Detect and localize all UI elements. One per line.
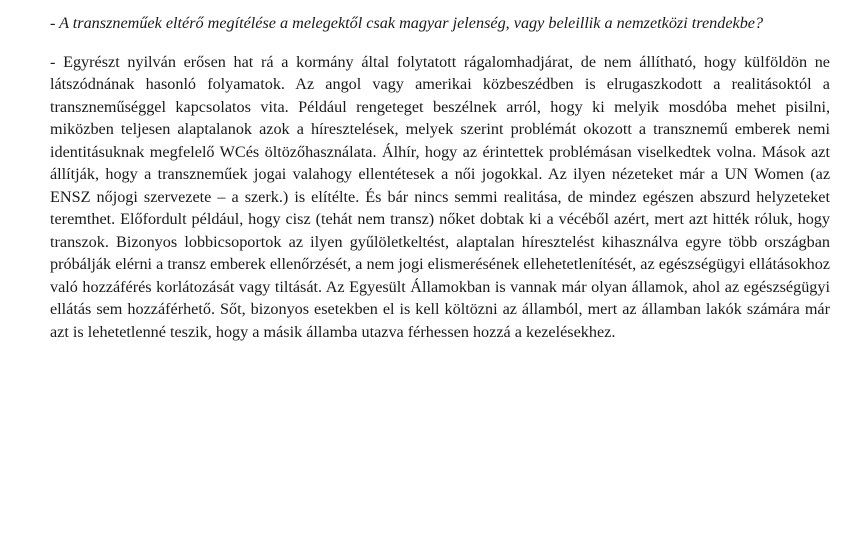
interview-question: - A transzneműek eltérő megítélése a melegektől csak magyar jelenség, vagy beleillik a nemzetközi trendekbe?: [50, 14, 764, 32]
interview-answer: - Egyrészt nyilván erősen hat rá a kormány által folytatott rágalomhadjárat, de nem állítható, hogy külföldön ne látszódnának hasonló folyamatok. Az angol vagy amerikai közbeszédben is elrugaszkodott a realitásoktól a transzneműséggel kapcsolatos vita. Például rengeteget beszélnek arról, hogy ki melyik mosdóba mehet pisilni, miközben teljesen alaptalanok azok a híresztelések, melyek szerint problémát okozott a transznemű emberek nemi identitásuknak megfelelő WCés öltözőhasználata. Álhír, hogy az érintettek problémásan viselkedtek volna. Mások azt állítják, hogy a transzneműek jogai valahogy ellentétesek a női jogokkal. Az ilyen nézeteket már a UN Women (az ENSZ nőjogi szervezete – a szerk.) is elítélte. És bár nincs semmi realitása, de mindez egészen abszurd helyzeteket teremthet. Előfordult például, hogy cisz (tehát nem transz) nőket dobtak ki a vécéből azért, mert azt hitték róluk, hogy transzok. Bizonyos lobbicsoportok az ilyen gyűlöletkeltést, alaptalan híresztelést kihasználva egyre több országban próbálják elérni a transz emberek ellenőrzését, a nem jogi elismerésének ellehetetlenítését, az egészségügyi ellátásokhoz való hozzáférés korlátozását vagy tiltását. Az Egyesült Államokban is vannak már olyan államok, ahol az egészségügyi ellátás sem hozzáférhető. Sőt, bizonyos esetekben el is kell költözni az államból, mert az államban lakók számára már azt is lehetetlenné teszik, hogy a másik államba utazva férhessen hozzá a kezelésekhez.: [50, 52, 830, 341]
article-body: [50, 12, 830, 343]
